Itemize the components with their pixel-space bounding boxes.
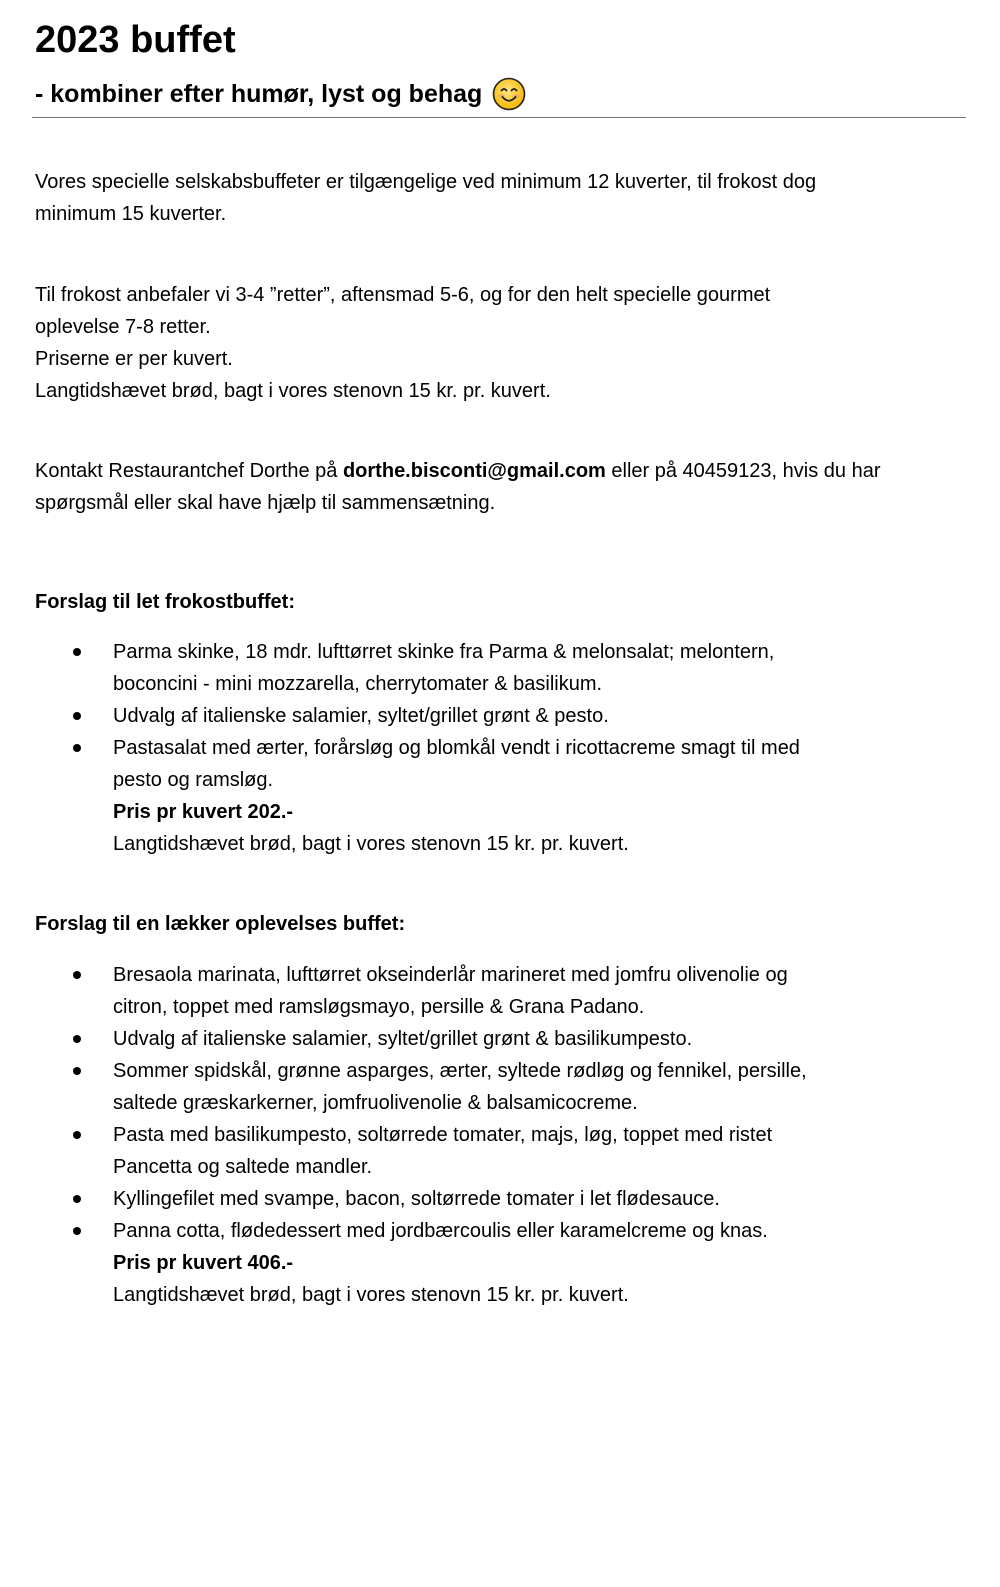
text-line: Udvalg af italienske salamier, syltet/grillet grønt & pesto. [113, 705, 609, 727]
text-line: minimum 15 kuverter. [35, 203, 227, 225]
bread-note: Langtidshævet brød, bagt i vores stenovn 15 kr. pr. kuvert. [113, 1284, 629, 1306]
text-line: Til frokost anbefaler vi 3-4 ”retter”, aftensmad 5-6, og for den helt specielle gourmet [35, 284, 771, 306]
text-line [35, 455, 970, 487]
list-item [0, 1055, 1000, 1119]
bread-note: Langtidshævet brød, bagt i vores stenovn 15 kr. pr. kuvert. [113, 833, 629, 855]
text-line: Sommer spidskål, grønne asparges, ærter, syltede rødløg og fennikel, persille, [113, 1060, 807, 1082]
list-item [0, 959, 1000, 1023]
contact-suffix: eller på 40459123, hvis du har [605, 460, 881, 482]
list-item [0, 1119, 1000, 1183]
text-line: Vores specielle selskabsbuffeter er tilgængelige ved minimum 12 kuverter, til frokost dog [35, 171, 817, 193]
intro-paragraph-minimum [35, 166, 970, 230]
bullet-icon [73, 971, 81, 979]
list-item [0, 732, 1000, 860]
text-line: Pancetta og saltede mandler. [113, 1156, 373, 1178]
text-line: spørgsmål eller skal have hjælp til sammensætning. [35, 492, 496, 514]
text-line: Langtidshævet brød, bagt i vores stenovn 15 kr. pr. kuvert. [35, 380, 551, 402]
lunch-buffet-list [0, 636, 1000, 860]
bullet-icon [73, 1131, 81, 1139]
page-subtitle [35, 74, 526, 114]
text-line: Parma skinke, 18 mdr. lufttørret skinke fra Parma & melonsalat; melontern, [113, 641, 775, 663]
text-line: boconcini - mini mozzarella, cherrytomater & basilikum. [113, 673, 603, 695]
bullet-icon [73, 1035, 81, 1043]
text-line: citron, toppet med ramsløgsmayo, persille & Grana Padano. [113, 996, 645, 1018]
contact-prefix: Kontakt Restaurantchef Dorthe på [35, 460, 343, 482]
section-heading-lunch: Forslag til let frokostbuffet: [35, 591, 295, 613]
text-line: Pastasalat med ærter, forårsløg og blomkål vendt i ricottacreme smagt til med [113, 737, 800, 759]
subtitle-text: - kombiner efter humør, lyst og behag [35, 80, 483, 108]
text-line: Bresaola marinata, lufttørret okseinderlår marineret med jomfru olivenolie og [113, 964, 788, 986]
contact-paragraph [35, 455, 970, 519]
text-line: Priserne er per kuvert. [35, 348, 233, 370]
text-line: Panna cotta, flødedessert med jordbærcoulis eller karamelcreme og knas. [113, 1220, 768, 1242]
page-title: 2023 buffet [35, 19, 236, 61]
bullet-icon [73, 1195, 81, 1203]
price-per-cover: Pris pr kuvert 406.- [113, 1252, 294, 1274]
text-line: Pasta med basilikumpesto, soltørrede tomater, majs, løg, toppet med ristet [113, 1124, 773, 1146]
bullet-icon [73, 648, 81, 656]
text-line: oplevelse 7-8 retter. [35, 316, 211, 338]
price-per-cover: Pris pr kuvert 202.- [113, 801, 294, 823]
text-line: saltede græskarkerner, jomfruolivenolie & balsamicocreme. [113, 1092, 638, 1114]
list-item [0, 636, 1000, 700]
smiling-face-icon [492, 77, 526, 111]
section-heading-experience: Forslag til en lækker oplevelses buffet: [35, 913, 406, 935]
text-line: Udvalg af italienske salamier, syltet/grillet grønt & basilikumpesto. [113, 1028, 693, 1050]
list-item [0, 1183, 1000, 1215]
list-item [0, 1215, 1000, 1311]
bullet-icon [73, 744, 81, 752]
text-line: Kyllingefilet med svampe, bacon, soltørrede tomater i let flødesauce. [113, 1188, 720, 1210]
bullet-icon [73, 712, 81, 720]
list-item [0, 1023, 1000, 1055]
header-divider [32, 117, 966, 118]
bullet-icon [73, 1227, 81, 1235]
experience-buffet-list [0, 959, 1000, 1311]
text-line: pesto og ramsløg. [113, 769, 274, 791]
intro-paragraph-recommendation [35, 279, 970, 407]
contact-email-link[interactable]: dorthe.bisconti@gmail.com [342, 460, 606, 482]
bullet-icon [73, 1067, 81, 1075]
list-item [0, 700, 1000, 732]
